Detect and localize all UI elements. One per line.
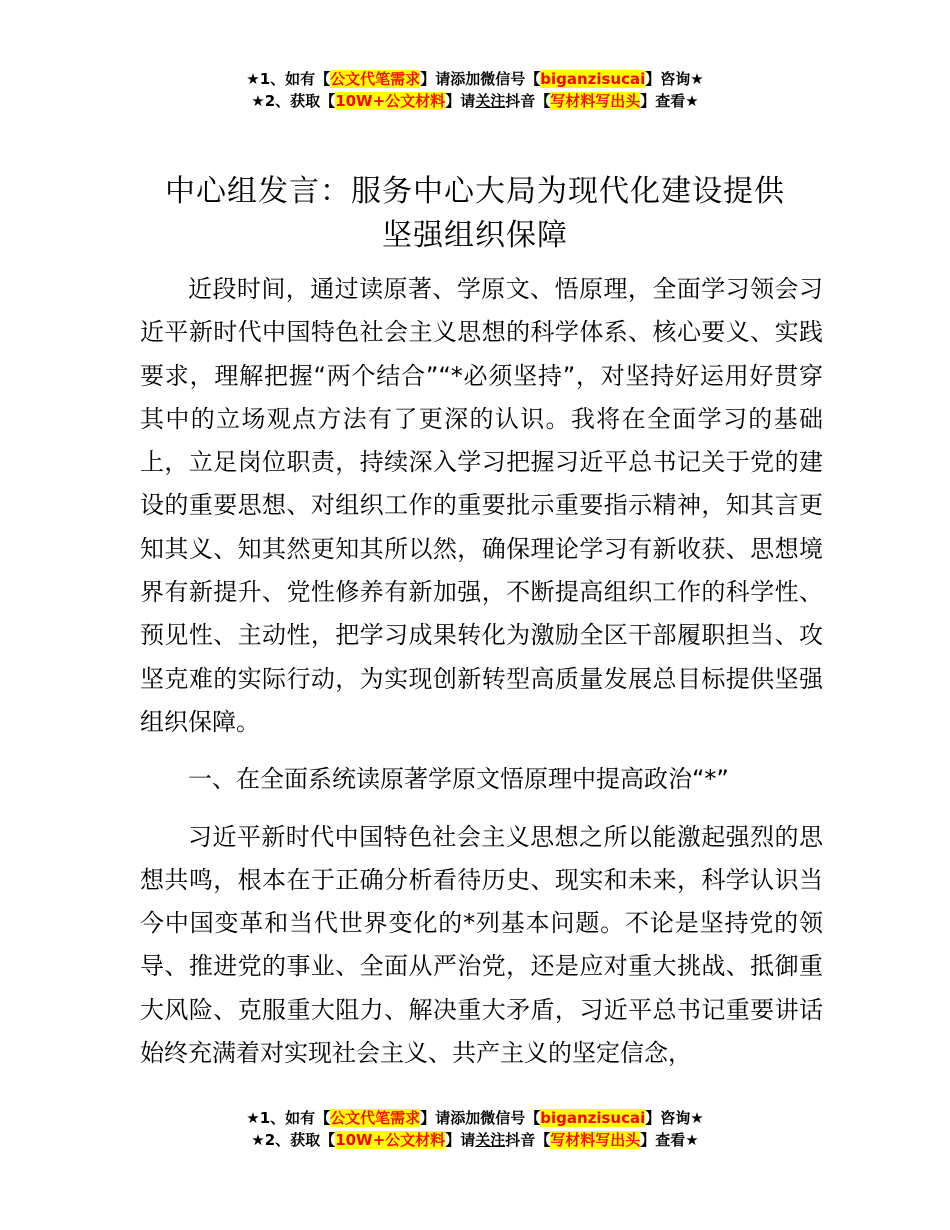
header-line-1 (0, 68, 950, 90)
highlight-wechat-id: biganzisucai (540, 1109, 646, 1127)
header-text: 】咨询★ (645, 70, 704, 88)
footer-text: 】请 (445, 1131, 476, 1149)
footer-banner (0, 1107, 950, 1151)
header-text: 】请添加微信号【 (420, 70, 541, 88)
paragraph-intro: 近段时间，通过读原著、学原文、悟原理，全面学习领会习近平新时代中国特色社会主义思想的科学体系、核心要义、实践要求，理解把握“两个结合”“*必须坚持”，对坚持好运用好贯穿其中的立场观点方法有了更深的认识。我将在全面学习的基础上，立足岗位职责，持续深入学习把握习近平总书记关于党的建设的重要思想、对组织工作的重要批示重要指示精神，知其言更知其义、知其然更知其所以然，确保理论学习有新收获、思想境界有新提升、党性修养有新加强，不断提高组织工作的科学性、预见性、主动性，把学习成果转化为激励全区干部履职担当、攻坚克难的实际行动，为实现创新转型高质量发展总目标提供坚强组织保障。 (140, 275, 823, 736)
title-line-1: 中心组发言：服务中心大局为现代化建设提供 (165, 174, 785, 209)
highlight-ghostwriting: 公文代笔需求 (330, 70, 421, 88)
document-body (140, 268, 823, 1075)
footer-text: ★2、获取【 (251, 1131, 336, 1149)
underlined-follow: 关注 (475, 1131, 506, 1149)
header-text: ★2、获取【 (251, 92, 336, 110)
header-text: ★1、如有【 (246, 70, 331, 88)
highlight-douyin: 写材料写出头 (550, 92, 641, 110)
footer-line-2 (0, 1129, 950, 1151)
footer-text: 抖音【 (505, 1131, 551, 1149)
footer-text: 】查看★ (640, 1131, 699, 1149)
footer-line-1 (0, 1107, 950, 1129)
highlight-materials: 10W+公文材料 (335, 92, 446, 110)
highlight-wechat-id: biganzisucai (540, 70, 646, 88)
header-line-2 (0, 90, 950, 112)
header-banner (0, 68, 950, 112)
highlight-ghostwriting: 公文代笔需求 (330, 1109, 421, 1127)
highlight-materials: 10W+公文材料 (335, 1131, 446, 1149)
footer-text: 】请添加微信号【 (420, 1109, 541, 1127)
header-text: 】查看★ (640, 92, 699, 110)
title-line-2: 坚强组织保障 (382, 218, 568, 253)
footer-text: ★1、如有【 (246, 1109, 331, 1127)
header-text: 】请 (445, 92, 476, 110)
document-title (100, 170, 850, 258)
footer-text: 】咨询★ (645, 1109, 704, 1127)
underlined-follow: 关注 (475, 92, 506, 110)
header-text: 抖音【 (505, 92, 551, 110)
section-heading: 一、在全面系统读原著学原文悟原理中提高政治“*” (188, 765, 729, 794)
paragraph-section-1: 习近平新时代中国特色社会主义思想之所以能激起强烈的思想共鸣，根本在于正确分析看待历史、现实和未来，科学认识当今中国变革和当代世界变化的*列基本问题。不论是坚持党的领导、推进党的事业、全面从严治党，还是应对重大挑战、抵御重大风险、克服重大阻力、解决重大矛盾，习近平总书记重要讲话始终充满着对实现社会主义、共产主义的坚定信念， (140, 822, 823, 1068)
highlight-douyin: 写材料写出头 (550, 1131, 641, 1149)
